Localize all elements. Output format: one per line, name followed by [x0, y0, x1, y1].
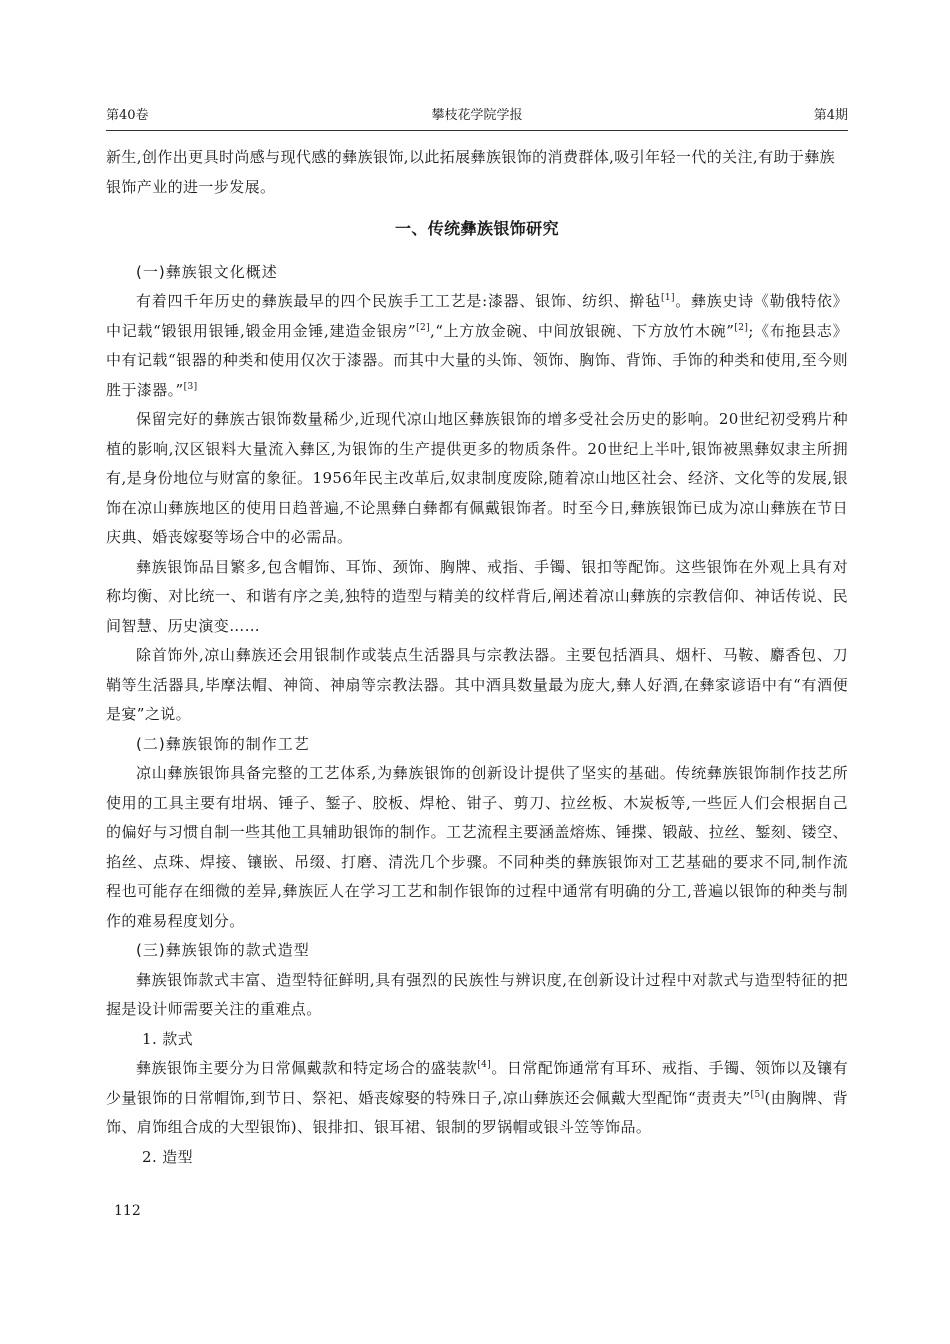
paragraph-text: 彝族银饰主要分为日常佩戴款和特定场合的盛装款 [136, 1059, 478, 1077]
paragraph-crafting-process: 凉山彝族银饰具备完整的工艺体系,为彝族银饰的创新设计提供了坚实的基础。传统彝族银饰制作技艺所使用的工具主要有坩埚、锤子、錾子、胶板、焊枪、钳子、剪刀、拉丝板、木炭板等,一些匠人们会根据自己的偏好与习惯自制一些其他工具辅助银饰的制作。工艺流程主要涵盖熔炼、锤揲、锻敲、拉丝、錾刻、镂空、掐丝、点珠、焊接、镶嵌、吊缀、打磨、清洗几个步骤。不同种类的彝族银饰对工艺基础的要求不同,制作流程也可能存在细微的差异,彝族匠人在学习工艺和制作银饰的过程中通常有明确的分工,普遍以银饰的种类与制作的难易程度划分。 [106, 764, 848, 930]
header-issue: 第4期 [813, 108, 848, 123]
section-heading: 一、传统彝族银饰研究 [394, 219, 559, 238]
paragraph-modern-history: 保留完好的彝族古银饰数量稀少,近现代凉山地区彝族银饰的增多受社会历史的影响。20世纪初受鸦片种植的影响,汉区银料大量流入彝区,为银饰的生产提供更多的物质条件。20世纪上半叶,银饰被黑彝奴隶主所拥有,是身份地位与财富的象征。1956年民主改革后,奴隶制度废除,随着凉山地区社会、经济、文化等的发展,银饰在凉山彝族地区的使用日趋普遍,不论黑彝白彝都有佩戴银饰者。时至今日,彝族银饰已成为凉山彝族在节日庆典、婚丧嫁娶等场合中的必需品。 [106, 410, 848, 546]
header-journal-title: 攀枝花学院学报 [431, 108, 523, 123]
header-volume: 第40卷 [106, 108, 149, 123]
article-body [106, 143, 848, 1172]
numbered-heading-shapes: 2. 造型 [142, 1147, 194, 1166]
citation-ref: [4] [477, 1060, 492, 1070]
subsection-heading-3: (三)彝族银饰的款式造型 [136, 941, 310, 959]
header-divider [106, 130, 848, 131]
paragraph-ritual-items: 除首饰外,凉山彝族还会用银制作或装点生活器具与宗教法器。主要包括酒具、烟杆、马鞍、麝香包、刀鞘等生活器具,毕摩法帽、神筒、神扇等宗教法器。其中酒具数量最为庞大,彝人好酒,在彝家谚语中有“有酒便是宴”之说。 [106, 646, 848, 723]
numbered-heading-styles: 1. 款式 [142, 1029, 194, 1048]
paragraph-text: ,“上方放金碗、中间放银碗、下方放竹木碗” [430, 321, 735, 340]
citation-ref: [2] [734, 322, 749, 333]
paragraph-text: 有着四千年历史的彝族最早的四个民族手工工艺是:漆器、银饰、纺织、擀毡 [136, 292, 661, 310]
citation-ref: [5] [750, 1089, 765, 1100]
citation-ref: [1] [660, 293, 675, 303]
paragraph-text: 。日常配饰通常有耳环、戒指、手镯、领饰以及镶有少量银饰的日常帽饰,到节日、祭祀、婚丧嫁娶的特殊日子,凉山彝族还会佩戴大型配饰“责责夫” [106, 1059, 848, 1107]
page-number: 112 [114, 1203, 141, 1219]
paragraph-styles-detail [106, 1054, 848, 1143]
subsection-heading-2: (二)彝族银饰的制作工艺 [136, 734, 310, 753]
intro-paragraph: 新生,创作出更具时尚感与现代感的彝族银饰,以此拓展彝族银饰的消费群体,吸引年轻一代的关注,有助于彝族银饰产业的进一步发展。 [106, 148, 836, 196]
citation-ref: [2] [416, 322, 431, 333]
paragraph-text: ;《布拖县志》中有记载“银器的种类和使用仅次于漆器。而其中大量的头饰、领饰、胸饰、背饰、手饰的种类和使用,至今则胜于漆器。” [106, 321, 848, 399]
paragraph-text: (由胸牌、背饰、肩饰组合成的大型银饰)、银排扣、银耳裙、银制的罗锅帽或银斗笠等饰品。 [106, 1088, 848, 1136]
paragraph-styles-intro: 彝族银饰款式丰富、造型特征鲜明,具有强烈的民族性与辨识度,在创新设计过程中对款式与造型特征的把握是设计师需要关注的重难点。 [106, 970, 848, 1018]
citation-ref: [3] [183, 381, 198, 392]
paragraph-jewelry-types: 彝族银饰品目繁多,包含帽饰、耳饰、颈饰、胸牌、戒指、手镯、银扣等配饰。这些银饰在外观上具有对称均衡、对比统一、和谐有序之美,独特的造型与精美的纹样背后,阐述着凉山彝族的宗教信仰、神话传说、民间智慧、历史演变…… [106, 557, 848, 635]
paragraph-text: 。彝族史诗《勒俄特依》中记载“锻银用银锤,锻金用金锤,建造金银房” [106, 292, 848, 340]
paragraph-yi-silver-history [106, 287, 848, 405]
subsection-heading-1: (一)彝族银文化概述 [136, 262, 278, 281]
